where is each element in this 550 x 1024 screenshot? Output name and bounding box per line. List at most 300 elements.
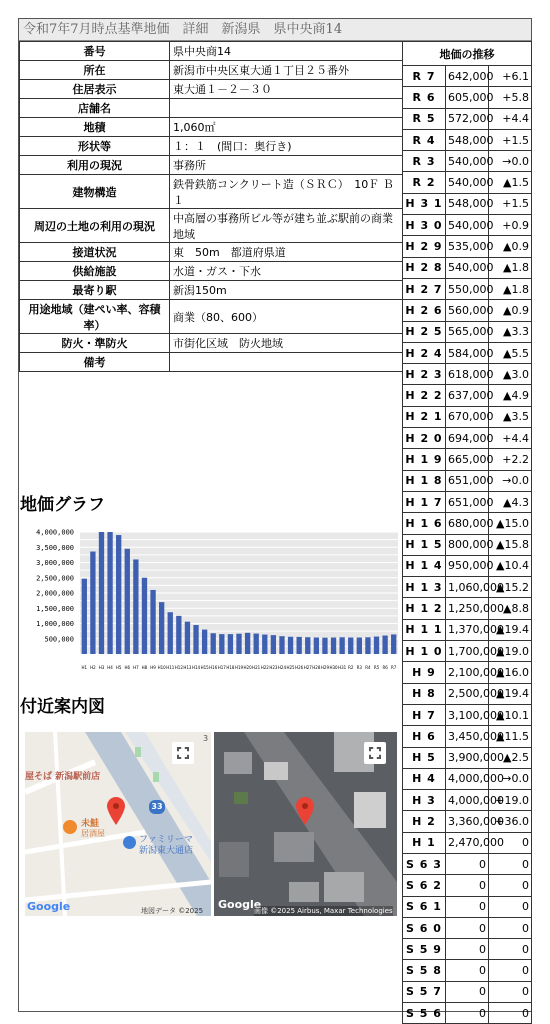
- bar-H26: [296, 637, 301, 654]
- x-tick-label: R4: [365, 665, 371, 670]
- trend-row: [403, 555, 532, 576]
- location-pin-icon[interactable]: [107, 797, 125, 825]
- info-value: 新潟市中央区東大通１丁目２５番外: [170, 61, 403, 80]
- info-value: [170, 353, 403, 372]
- info-row: [20, 80, 403, 99]
- trend-price: 0: [446, 1003, 489, 1024]
- bar-H24: [279, 636, 284, 654]
- trend-row: [403, 534, 532, 555]
- trend-era: H 1: [403, 832, 446, 853]
- trend-era: H 2 8: [403, 257, 446, 278]
- trend-change: 0: [489, 875, 532, 896]
- info-row: [20, 262, 403, 281]
- trend-price: 665,000: [446, 449, 489, 470]
- trend-era: R 5: [403, 108, 446, 129]
- trend-price: 2,500,000: [446, 683, 489, 704]
- trend-row: [403, 129, 532, 150]
- trend-price: 618,000: [446, 364, 489, 385]
- x-tick-label: R7: [391, 665, 397, 670]
- y-tick-label: 3,500,000: [36, 543, 74, 552]
- trend-change: ▲10.1: [489, 704, 532, 725]
- x-tick-label: H27: [303, 665, 312, 670]
- trend-change: ▲15.2: [489, 577, 532, 598]
- x-tick-label: R2: [348, 665, 354, 670]
- info-value: 新潟150m: [170, 281, 403, 300]
- trend-row: [403, 704, 532, 725]
- google-logo: Google: [27, 900, 71, 913]
- x-tick-label: R3: [356, 665, 362, 670]
- trend-change: ▲8.8: [489, 598, 532, 619]
- bar-H8: [142, 578, 147, 654]
- trend-change: ▲4.3: [489, 491, 532, 512]
- trend-change: 0: [489, 853, 532, 874]
- x-tick-label: H5: [115, 665, 122, 670]
- bar-H10: [159, 602, 164, 654]
- trend-row: [403, 960, 532, 981]
- trend-change: ▲10.4: [489, 555, 532, 576]
- trend-row: [403, 385, 532, 406]
- bar-H3: [99, 532, 104, 654]
- trend-price: 0: [446, 853, 489, 874]
- bar-R6: [382, 636, 387, 654]
- y-tick-label: 4,000,000: [36, 528, 74, 537]
- trend-price: 560,000: [446, 300, 489, 321]
- trend-change: ▲16.0: [489, 662, 532, 683]
- trend-price: 1,700,000: [446, 641, 489, 662]
- trend-row: [403, 278, 532, 299]
- trend-price: 1,250,000: [446, 598, 489, 619]
- route-33-badge: 33: [149, 800, 165, 814]
- info-key: 接道状況: [20, 243, 170, 262]
- trend-price: 680,000: [446, 513, 489, 534]
- y-tick-label: 1,000,000: [36, 620, 74, 628]
- trend-row: [403, 619, 532, 640]
- info-key: 利用の現況: [20, 156, 170, 175]
- trend-row: [403, 108, 532, 129]
- trend-change: ▲1.8: [489, 278, 532, 299]
- trend-change: ▲19.4: [489, 619, 532, 640]
- trend-era: R 4: [403, 129, 446, 150]
- info-row: [20, 353, 403, 372]
- info-row: [20, 209, 403, 243]
- trend-price: 3,450,000: [446, 726, 489, 747]
- x-tick-label: R6: [382, 665, 388, 670]
- bar-H15: [202, 630, 207, 654]
- trend-era: H 1 6: [403, 513, 446, 534]
- bar-H20: [245, 633, 250, 654]
- fullscreen-button[interactable]: [172, 742, 194, 764]
- trend-era: R 3: [403, 151, 446, 172]
- trend-change: +0.9: [489, 215, 532, 236]
- trend-change: 0: [489, 981, 532, 1002]
- info-key: 用途地域（建ぺい率、容積率）: [20, 300, 170, 334]
- trend-change: ▲3.3: [489, 321, 532, 342]
- bar-H22: [262, 635, 267, 654]
- trend-change: ▲15.8: [489, 534, 532, 555]
- trend-era: H 8: [403, 683, 446, 704]
- info-row: [20, 175, 403, 209]
- trend-price: 2,470,000: [446, 832, 489, 853]
- trend-era: H 2 2: [403, 385, 446, 406]
- trend-price: 540,000: [446, 215, 489, 236]
- trend-era: S 6 0: [403, 917, 446, 938]
- bar-H16: [211, 633, 216, 654]
- bar-H19: [236, 634, 241, 654]
- info-key: 防火・準防火: [20, 334, 170, 353]
- trend-change: 0: [489, 917, 532, 938]
- trend-row: [403, 87, 532, 108]
- trend-row: [403, 193, 532, 214]
- trend-era: H 1 4: [403, 555, 446, 576]
- bar-R5: [374, 637, 379, 654]
- trend-era: H 2 0: [403, 428, 446, 449]
- x-tick-label: H4: [107, 665, 113, 670]
- info-row: [20, 281, 403, 300]
- info-key: 番号: [20, 42, 170, 61]
- trend-price: 548,000: [446, 129, 489, 150]
- y-tick-label: 3,000,000: [36, 559, 74, 567]
- trend-row: [403, 790, 532, 811]
- graph-heading: 地価グラフ: [20, 495, 105, 515]
- trend-change: ▲1.8: [489, 257, 532, 278]
- trend-price: 4,000,000: [446, 768, 489, 789]
- x-tick-label: H2: [90, 665, 96, 670]
- page-title: 令和7年7月時点基準地価 詳細 新潟県 県中央商14: [19, 19, 531, 41]
- info-value: 事務所: [170, 156, 403, 175]
- bar-H12: [176, 616, 181, 654]
- trend-row: [403, 917, 532, 938]
- trend-row: [403, 939, 532, 960]
- fullscreen-button[interactable]: [364, 742, 386, 764]
- trend-era: S 5 6: [403, 1003, 446, 1024]
- map-label-familymart: ファミリーマ: [139, 835, 193, 845]
- trend-row: [403, 449, 532, 470]
- info-value: 商業（80、600）: [170, 300, 403, 334]
- info-key: 最寄り駅: [20, 281, 170, 300]
- trend-price: 3,100,000: [446, 704, 489, 725]
- trend-row: [403, 726, 532, 747]
- trend-change: ▲19.0: [489, 641, 532, 662]
- x-tick-label: H22: [260, 665, 269, 670]
- bar-H4: [107, 532, 112, 654]
- x-tick-label: H12: [174, 665, 183, 670]
- trend-row: [403, 768, 532, 789]
- trend-era: H 1 3: [403, 577, 446, 598]
- bar-H31: [339, 637, 344, 654]
- bar-H9: [150, 590, 155, 654]
- trend-row: [403, 364, 532, 385]
- trend-era: H 3: [403, 790, 446, 811]
- trend-header: 地価の推移: [403, 42, 532, 66]
- info-value: 県中央商14: [170, 42, 403, 61]
- trend-change: ▲19.4: [489, 683, 532, 704]
- y-tick-label: 1,500,000: [36, 604, 74, 613]
- trend-price: 694,000: [446, 428, 489, 449]
- trend-change: ▲2.5: [489, 747, 532, 768]
- trend-price: 651,000: [446, 470, 489, 491]
- trend-row: [403, 215, 532, 236]
- info-value: 1,060㎡: [170, 118, 403, 137]
- trend-change: ▲15.0: [489, 513, 532, 534]
- info-key: 建物構造: [20, 175, 170, 209]
- trend-row: [403, 896, 532, 917]
- trend-price: 535,000: [446, 236, 489, 257]
- info-value: [170, 99, 403, 118]
- trend-row: [403, 236, 532, 257]
- trend-row: [403, 470, 532, 491]
- bar-H11: [168, 612, 173, 654]
- info-row: [20, 243, 403, 262]
- trend-era: H 3 0: [403, 215, 446, 236]
- info-value: １：１ (間口：奥行き): [170, 137, 403, 156]
- info-key: 供給施設: [20, 262, 170, 281]
- x-tick-label: H28: [312, 665, 321, 670]
- trend-change: ▲11.5: [489, 726, 532, 747]
- bar-H17: [219, 634, 224, 654]
- trend-row: [403, 683, 532, 704]
- trend-era: H 2: [403, 811, 446, 832]
- google-logo: Google: [218, 898, 262, 911]
- trend-price: 0: [446, 960, 489, 981]
- trend-era: H 2 9: [403, 236, 446, 257]
- info-row: [20, 300, 403, 334]
- trend-era: H 1 5: [403, 534, 446, 555]
- trend-row: [403, 747, 532, 768]
- trend-row: [403, 321, 532, 342]
- x-tick-label: H15: [200, 665, 209, 670]
- info-key: 住居表示: [20, 80, 170, 99]
- info-key: 所在: [20, 61, 170, 80]
- x-tick-label: H1: [81, 665, 88, 670]
- trend-price: 800,000: [446, 534, 489, 555]
- x-tick-label: H13: [183, 665, 192, 670]
- trend-era: H 2 3: [403, 364, 446, 385]
- trend-row: [403, 428, 532, 449]
- trend-change: 0: [489, 832, 532, 853]
- x-tick-label: H30: [329, 665, 338, 670]
- trend-change: 0: [489, 939, 532, 960]
- info-value: 水道・ガス・下水: [170, 262, 403, 281]
- trend-era: H 1 9: [403, 449, 446, 470]
- trend-era: H 2 5: [403, 321, 446, 342]
- bar-H27: [305, 637, 310, 654]
- info-row: [20, 334, 403, 353]
- x-tick-label: H3: [98, 665, 105, 670]
- x-tick-label: H18: [226, 665, 235, 670]
- trend-era: H 5: [403, 747, 446, 768]
- info-value: 市街化区域 防火地域: [170, 334, 403, 353]
- trend-price: 572,000: [446, 108, 489, 129]
- bar-H30: [331, 638, 336, 654]
- trend-row: [403, 342, 532, 363]
- bar-H14: [193, 625, 198, 654]
- trend-price: 0: [446, 875, 489, 896]
- trend-row: [403, 300, 532, 321]
- trend-row: [403, 641, 532, 662]
- x-tick-label: H19: [234, 665, 244, 670]
- trend-price: 1,060,000: [446, 577, 489, 598]
- x-tick-label: H20: [243, 665, 252, 670]
- trend-price: 0: [446, 981, 489, 1002]
- x-tick-label: H17: [217, 665, 226, 670]
- trend-row: [403, 981, 532, 1002]
- info-value: 東 50m 都道府県道: [170, 243, 403, 262]
- trend-era: S 5 9: [403, 939, 446, 960]
- trend-row: [403, 875, 532, 896]
- bar-H7: [133, 559, 138, 654]
- info-row: [20, 99, 403, 118]
- trend-price: 950,000: [446, 555, 489, 576]
- info-row: [20, 61, 403, 80]
- bar-H28: [314, 638, 319, 654]
- trend-row: [403, 598, 532, 619]
- convenience-store-icon[interactable]: [123, 836, 136, 849]
- trend-price: 540,000: [446, 172, 489, 193]
- info-key: 備考: [20, 353, 170, 372]
- trend-price: 540,000: [446, 151, 489, 172]
- trend-price: 584,000: [446, 342, 489, 363]
- trend-price: 0: [446, 939, 489, 960]
- info-key: 店舗名: [20, 99, 170, 118]
- trend-change: ▲1.5: [489, 172, 532, 193]
- trend-price: 3,900,000: [446, 747, 489, 768]
- y-tick-label: 2,000,000: [36, 589, 74, 598]
- trend-change: +6.1: [489, 66, 532, 87]
- info-key: 地積: [20, 118, 170, 137]
- x-tick-label: H26: [295, 665, 304, 670]
- trend-era: R 2: [403, 172, 446, 193]
- trend-row: [403, 513, 532, 534]
- trend-price: 0: [446, 917, 489, 938]
- bar-H21: [254, 634, 259, 654]
- y-tick-label: 2,500,000: [36, 574, 74, 583]
- bar-H13: [185, 622, 190, 654]
- trend-change: +4.4: [489, 108, 532, 129]
- info-row: [20, 156, 403, 175]
- x-tick-label: H10: [157, 665, 166, 670]
- trend-row: [403, 853, 532, 874]
- x-tick-label: H16: [209, 665, 218, 670]
- trend-change: 0: [489, 960, 532, 981]
- trend-era: H 1 1: [403, 619, 446, 640]
- trend-change: →0.0: [489, 151, 532, 172]
- map-heading: 付近案内図: [20, 697, 105, 717]
- trend-row: [403, 491, 532, 512]
- trend-price: 651,000: [446, 491, 489, 512]
- bar-H29: [322, 638, 327, 654]
- info-row: [20, 137, 403, 156]
- info-value: 鉄骨鉄筋コンクリート造（ＳＲＣ） 10Ｆ Ｂ１: [170, 175, 403, 209]
- bar-H5: [116, 535, 121, 654]
- trend-price: 550,000: [446, 278, 489, 299]
- trend-price: 4,000,000: [446, 790, 489, 811]
- trend-change: ▲0.9: [489, 300, 532, 321]
- trend-change: ▲3.5: [489, 406, 532, 427]
- x-tick-label: R5: [373, 665, 380, 670]
- trend-row: [403, 172, 532, 193]
- price-trend-table: [402, 41, 532, 1024]
- trend-price: 2,100,000: [446, 662, 489, 683]
- x-tick-label: H31: [338, 665, 347, 670]
- map-label-restaurant: 未鮭: [81, 819, 100, 829]
- trend-change: →0.0: [489, 470, 532, 491]
- trend-change: +2.2: [489, 449, 532, 470]
- trend-change: 0: [489, 896, 532, 917]
- trend-change: ▲5.5: [489, 342, 532, 363]
- trend-era: R 7: [403, 66, 446, 87]
- bar-H2: [90, 552, 95, 654]
- trend-price: 540,000: [446, 257, 489, 278]
- street-map[interactable]: [25, 732, 211, 916]
- trend-era: S 5 7: [403, 981, 446, 1002]
- x-tick-label: H7: [133, 665, 139, 670]
- trend-era: H 4: [403, 768, 446, 789]
- trend-era: S 6 3: [403, 853, 446, 874]
- info-value: 東大通１－２－３０: [170, 80, 403, 99]
- map-label-route-3: 3: [203, 734, 209, 743]
- satellite-map[interactable]: [214, 732, 397, 916]
- trend-era: H 3 1: [403, 193, 446, 214]
- property-info-table: [19, 41, 403, 372]
- info-row: [20, 118, 403, 137]
- info-key: 形状等: [20, 137, 170, 156]
- trend-era: H 1 2: [403, 598, 446, 619]
- trend-era: H 1 7: [403, 491, 446, 512]
- info-key: 周辺の土地の利用の現況: [20, 209, 170, 243]
- bar-H18: [228, 634, 233, 654]
- bar-H6: [125, 549, 130, 654]
- trend-era: H 1 8: [403, 470, 446, 491]
- trend-row: [403, 577, 532, 598]
- trend-price: 605,000: [446, 87, 489, 108]
- trend-row: [403, 832, 532, 853]
- trend-price: 670,000: [446, 406, 489, 427]
- bar-R7: [391, 634, 396, 654]
- trend-row: [403, 257, 532, 278]
- bar-H1: [82, 579, 87, 654]
- trend-era: S 5 8: [403, 960, 446, 981]
- trend-era: H 2 4: [403, 342, 446, 363]
- trend-change: ▲0.9: [489, 236, 532, 257]
- map-label-izakaya: 居酒屋: [81, 829, 105, 838]
- trend-change: +1.5: [489, 193, 532, 214]
- trend-era: H 1 0: [403, 641, 446, 662]
- x-tick-label: H25: [286, 665, 295, 670]
- bar-H25: [288, 637, 293, 654]
- bar-R4: [365, 637, 370, 654]
- trend-era: R 6: [403, 87, 446, 108]
- restaurant-icon[interactable]: [63, 820, 77, 834]
- trend-change: 0: [489, 1003, 532, 1024]
- trend-era: S 6 1: [403, 896, 446, 917]
- trend-row: [403, 151, 532, 172]
- trend-price: 637,000: [446, 385, 489, 406]
- x-tick-label: H24: [277, 665, 287, 670]
- trend-price: 1,370,000: [446, 619, 489, 640]
- map-label-familymart-branch: 新潟東大通店: [139, 846, 194, 856]
- y-tick-label: 500,000: [44, 635, 74, 644]
- location-pin-icon[interactable]: [296, 797, 314, 825]
- x-tick-label: H11: [166, 665, 175, 670]
- bar-R2: [348, 638, 353, 654]
- trend-era: H 9: [403, 662, 446, 683]
- x-tick-label: H21: [252, 665, 261, 670]
- trend-change: +19.0: [489, 790, 532, 811]
- trend-price: 642,000: [446, 66, 489, 87]
- trend-row: [403, 1003, 532, 1024]
- trend-era: S 6 2: [403, 875, 446, 896]
- trend-change: ▲3.0: [489, 364, 532, 385]
